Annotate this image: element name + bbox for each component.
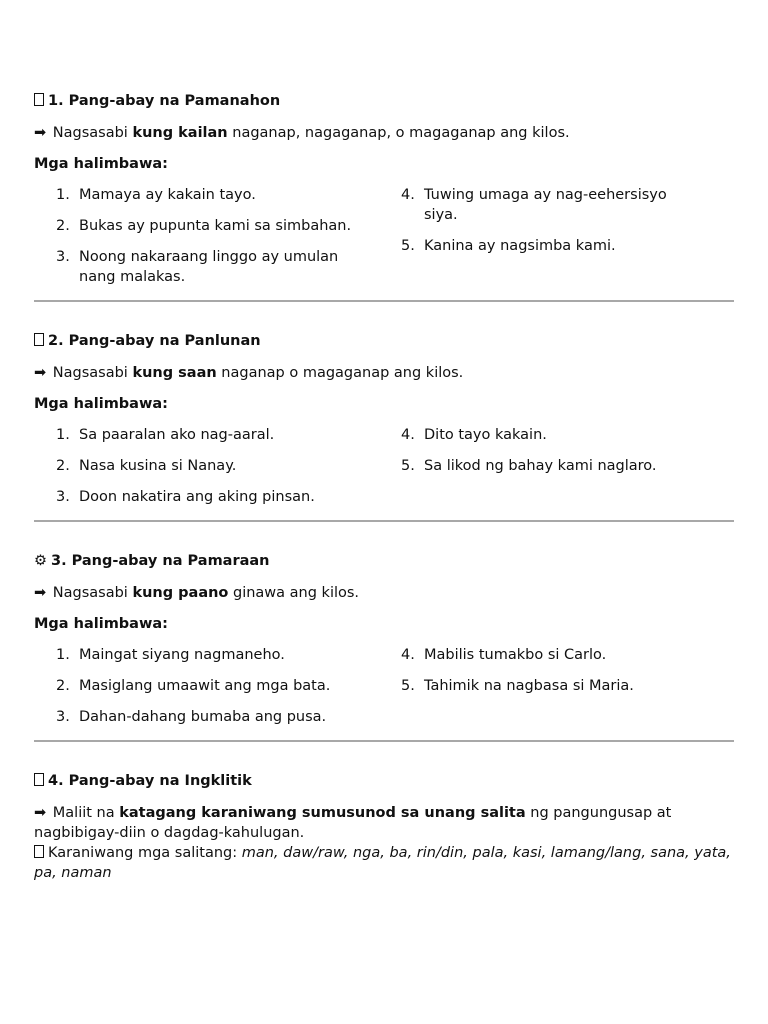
section-description: ➡ Nagsasabi kung paano ginawa ang kilos. <box>34 585 360 601</box>
list-item: 5. Tahimik na nagbasa si Maria. <box>401 678 634 694</box>
examples-right-column <box>379 645 679 738</box>
examples-label: Mga halimbawa: <box>34 616 168 632</box>
arrow-icon: ➡ <box>34 805 47 821</box>
list-item: 5. Sa likod ng bahay kami naglaro. <box>401 458 657 474</box>
list-item: 3. Noong nakaraang linggo ay umulan nang malakas. <box>56 249 339 285</box>
divider <box>34 740 734 742</box>
list-item: 4. Mabilis tumakbo si Carlo. <box>401 647 607 663</box>
list-item: 1. Mamaya ay kakain tayo. <box>56 187 256 203</box>
examples-label: Mga halimbawa: <box>34 156 168 172</box>
examples-left-column <box>34 425 379 518</box>
divider <box>34 300 734 302</box>
examples-list <box>34 185 734 298</box>
section-ingklitik <box>34 771 734 883</box>
list-item: 1. Sa paaralan ako nag-aaral. <box>56 427 275 443</box>
list-item: 3. Doon nakatira ang aking pinsan. <box>56 489 315 505</box>
section-title: 2. Pang-abay na Panlunan <box>34 331 734 351</box>
box-icon <box>34 93 44 106</box>
examples-list <box>34 645 734 738</box>
list-item: 2. Masiglang umaawit ang mga bata. <box>56 678 331 694</box>
box-icon <box>34 773 44 786</box>
box-icon <box>34 333 44 346</box>
section-panlunan <box>34 331 734 522</box>
list-item: 5. Kanina ay nagsimba kami. <box>401 238 616 254</box>
section-title: 4. Pang-abay na Ingklitik <box>34 771 734 791</box>
section-description: ➡ Nagsasabi kung saan naganap o magaganap ang kilos. <box>34 365 464 381</box>
examples-right-column <box>379 185 679 298</box>
arrow-icon: ➡ <box>34 125 47 141</box>
section-description: ➡ Maliit na katagang karaniwang sumusunod sa unang salita ng pangungusap at nagbibigay-diin o dagdag-kahulugan. <box>34 805 672 841</box>
section-pamaraan <box>34 551 734 742</box>
gear-icon: ⚙ <box>34 553 47 569</box>
list-item: 2. Bukas ay pupunta kami sa simbahan. <box>56 218 352 234</box>
arrow-icon: ➡ <box>34 365 47 381</box>
divider <box>34 520 734 522</box>
examples-label: Mga halimbawa: <box>34 396 168 412</box>
section-title: 1. Pang-abay na Pamanahon <box>34 91 734 111</box>
section-description: ➡ Nagsasabi kung kailan naganap, nagaganap, o magaganap ang kilos. <box>34 125 570 141</box>
examples-right-column <box>379 425 679 518</box>
list-item: 4. Tuwing umaga ay nag-eehersisyo siya. <box>401 187 667 223</box>
arrow-icon: ➡ <box>34 585 47 601</box>
list-item: 1. Maingat siyang nagmaneho. <box>56 647 285 663</box>
examples-left-column <box>34 185 379 298</box>
list-item: 4. Dito tayo kakain. <box>401 427 547 443</box>
section-title: ⚙ 3. Pang-abay na Pamaraan <box>34 553 270 569</box>
box-icon <box>34 845 44 858</box>
section-pamanahon <box>34 91 734 302</box>
examples-list <box>34 425 734 518</box>
list-item: 3. Dahan-dahang bumaba ang pusa. <box>56 709 327 725</box>
enclitic-words-note: Karaniwang mga salitang: man, daw/raw, nga, ba, rin/din, pala, kasi, lamang/lang, sana, yata, pa, naman <box>34 845 731 881</box>
list-item: 2. Nasa kusina si Nanay. <box>56 458 237 474</box>
examples-left-column <box>34 645 379 738</box>
